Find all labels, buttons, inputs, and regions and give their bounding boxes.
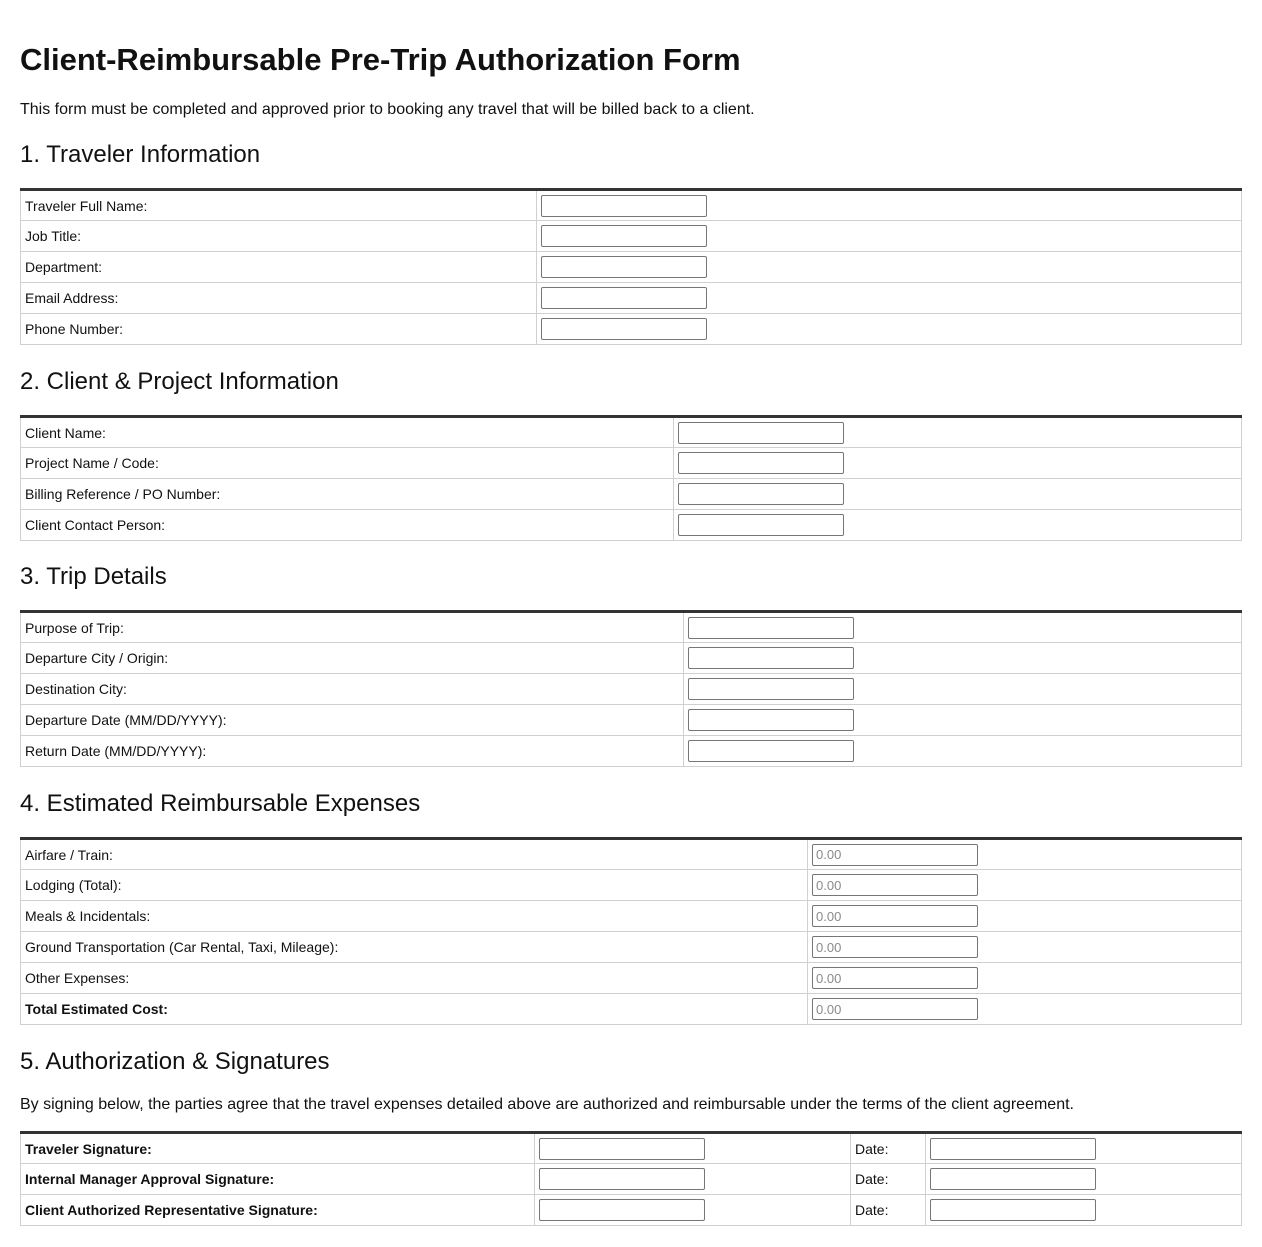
department-input[interactable] bbox=[541, 256, 707, 278]
table-row bbox=[21, 674, 1242, 705]
billing-reference-label: Billing Reference / PO Number: bbox=[21, 479, 674, 510]
table-row bbox=[21, 314, 1242, 345]
lodging-input[interactable] bbox=[812, 874, 978, 896]
section-heading-client: 2. Client & Project Information bbox=[20, 368, 339, 395]
table-row bbox=[21, 221, 1242, 252]
intro-text: This form must be completed and approved prior to booking any travel that will be billed back to a client. bbox=[20, 101, 755, 118]
table-row bbox=[21, 510, 1242, 541]
table-row bbox=[21, 901, 1242, 932]
table-row bbox=[21, 190, 1242, 221]
phone-label: Phone Number: bbox=[21, 314, 537, 345]
traveler-name-label: Traveler Full Name: bbox=[21, 190, 537, 221]
table-row bbox=[21, 994, 1242, 1025]
table-row bbox=[21, 1133, 1242, 1164]
airfare-input[interactable] bbox=[812, 844, 978, 866]
manager-signature-label: Internal Manager Approval Signature: bbox=[21, 1164, 535, 1195]
table-row bbox=[21, 1164, 1242, 1195]
table-row bbox=[21, 963, 1242, 994]
client-contact-input[interactable] bbox=[678, 514, 844, 536]
phone-input[interactable] bbox=[541, 318, 707, 340]
departure-date-label: Departure Date (MM/DD/YYYY): bbox=[21, 705, 684, 736]
signatures-table bbox=[20, 1131, 1242, 1226]
client-rep-date-input[interactable] bbox=[930, 1199, 1096, 1221]
project-name-input[interactable] bbox=[678, 452, 844, 474]
client-rep-signature-label: Client Authorized Representative Signature: bbox=[21, 1195, 535, 1226]
authorization-note: By signing below, the parties agree that the travel expenses detailed above are authorized and reimbursable under the terms of the client agreement. bbox=[20, 1096, 1074, 1113]
email-input[interactable] bbox=[541, 287, 707, 309]
return-date-input[interactable] bbox=[688, 740, 854, 762]
client-contact-label: Client Contact Person: bbox=[21, 510, 674, 541]
trip-details-table bbox=[20, 610, 1242, 767]
meals-label: Meals & Incidentals: bbox=[21, 901, 808, 932]
departure-city-input[interactable] bbox=[688, 647, 854, 669]
client-info-table bbox=[20, 415, 1242, 541]
section-heading-trip: 3. Trip Details bbox=[20, 563, 167, 590]
trip-purpose-label: Purpose of Trip: bbox=[21, 612, 684, 643]
table-row bbox=[21, 448, 1242, 479]
traveler-date-label: Date: bbox=[851, 1133, 926, 1164]
traveler-signature-label: Traveler Signature: bbox=[21, 1133, 535, 1164]
section-heading-expenses: 4. Estimated Reimbursable Expenses bbox=[20, 790, 421, 817]
meals-input[interactable] bbox=[812, 905, 978, 927]
destination-city-label: Destination City: bbox=[21, 674, 684, 705]
ground-transport-input[interactable] bbox=[812, 936, 978, 958]
job-title-input[interactable] bbox=[541, 225, 707, 247]
manager-date-label: Date: bbox=[851, 1164, 926, 1195]
table-row bbox=[21, 1195, 1242, 1226]
table-row bbox=[21, 839, 1242, 870]
airfare-label: Airfare / Train: bbox=[21, 839, 808, 870]
section-heading-traveler: 1. Traveler Information bbox=[20, 141, 261, 168]
table-row bbox=[21, 870, 1242, 901]
client-name-input[interactable] bbox=[678, 422, 844, 444]
job-title-label: Job Title: bbox=[21, 221, 537, 252]
expenses-table bbox=[20, 837, 1242, 1025]
table-row bbox=[21, 705, 1242, 736]
manager-date-input[interactable] bbox=[930, 1168, 1096, 1190]
table-row bbox=[21, 736, 1242, 767]
department-label: Department: bbox=[21, 252, 537, 283]
return-date-label: Return Date (MM/DD/YYYY): bbox=[21, 736, 684, 767]
table-row bbox=[21, 479, 1242, 510]
table-row bbox=[21, 612, 1242, 643]
traveler-signature-input[interactable] bbox=[539, 1138, 705, 1160]
traveler-date-input[interactable] bbox=[930, 1138, 1096, 1160]
departure-date-input[interactable] bbox=[688, 709, 854, 731]
billing-reference-input[interactable] bbox=[678, 483, 844, 505]
client-rep-date-label: Date: bbox=[851, 1195, 926, 1226]
section-heading-authorization: 5. Authorization & Signatures bbox=[20, 1048, 330, 1075]
traveler-info-table bbox=[20, 188, 1242, 345]
trip-purpose-input[interactable] bbox=[688, 617, 854, 639]
other-expenses-input[interactable] bbox=[812, 967, 978, 989]
other-expenses-label: Other Expenses: bbox=[21, 963, 808, 994]
departure-city-label: Departure City / Origin: bbox=[21, 643, 684, 674]
page-title: Client-Reimbursable Pre-Trip Authorization Form bbox=[20, 42, 741, 77]
project-name-label: Project Name / Code: bbox=[21, 448, 674, 479]
lodging-label: Lodging (Total): bbox=[21, 870, 808, 901]
destination-city-input[interactable] bbox=[688, 678, 854, 700]
table-row bbox=[21, 932, 1242, 963]
manager-signature-input[interactable] bbox=[539, 1168, 705, 1190]
client-name-label: Client Name: bbox=[21, 417, 674, 448]
ground-transport-label: Ground Transportation (Car Rental, Taxi, Mileage): bbox=[21, 932, 808, 963]
table-row bbox=[21, 643, 1242, 674]
table-row bbox=[21, 252, 1242, 283]
traveler-name-input[interactable] bbox=[541, 195, 707, 217]
table-row bbox=[21, 283, 1242, 314]
client-rep-signature-input[interactable] bbox=[539, 1199, 705, 1221]
total-cost-input[interactable] bbox=[812, 998, 978, 1020]
email-label: Email Address: bbox=[21, 283, 537, 314]
total-cost-label: Total Estimated Cost: bbox=[21, 994, 808, 1025]
table-row bbox=[21, 417, 1242, 448]
